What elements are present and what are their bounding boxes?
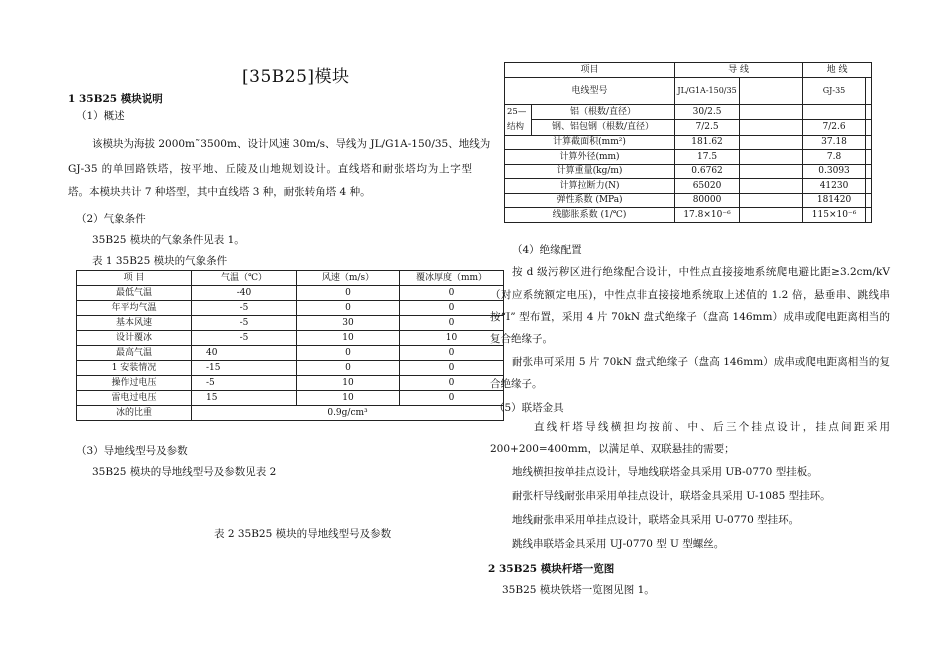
table-row (77, 361, 504, 376)
cell: 40 (192, 346, 297, 361)
model-label: 电线型号 (505, 77, 675, 104)
empty-cell (740, 135, 803, 150)
cell: 1 安装情况 (77, 361, 192, 376)
table-row (77, 391, 504, 406)
insulation-line-1: 按 d 级污秽区进行绝缘配合设计，中性点直接接地系统爬电避比距≥3.2cm/kV (512, 266, 890, 278)
table-row (77, 286, 504, 301)
empty-cell (866, 208, 872, 223)
table-row (505, 164, 872, 179)
subsection-weather-heading: （2）气象条件 (76, 213, 146, 225)
al-label: 铝（根数/直径） (532, 104, 675, 120)
empty-cell (866, 164, 872, 179)
cell: -5 (192, 301, 297, 316)
cell: -5 (192, 331, 297, 346)
empty-cell (803, 104, 866, 120)
param-ground: 7.8 (803, 150, 866, 165)
param-conductor: 17.5 (675, 150, 740, 165)
cell: 操作过电压 (77, 376, 192, 391)
empty-cell (866, 193, 872, 208)
insulation-line-4: 复合绝缘子。 (490, 333, 553, 345)
subsection-insulation-heading: （4）绝缘配置 (512, 244, 582, 256)
param-conductor: 181.62 (675, 135, 740, 150)
table-1-caption: 表 1 35B25 模块的气象条件 (92, 255, 228, 267)
empty-cell (740, 120, 803, 136)
page-title: [35B25]模块 (242, 67, 350, 87)
insulation-line-3: 按“I” 型布置，采用 4 片 70kN 盘式绝缘子（盘高 146mm）成串或爬电距离相当的 (490, 311, 890, 323)
table-1-header: 覆冰厚度（mm） (400, 271, 504, 286)
param-label: 计算拉断力(N) (505, 179, 675, 194)
cell: 年平均气温 (77, 301, 192, 316)
subsection-fittings-heading: （5）联塔金具 (494, 402, 564, 414)
cell: 10 (297, 331, 400, 346)
cell: 0 (400, 301, 504, 316)
param-ground: 181420 (803, 193, 866, 208)
table-row (77, 316, 504, 331)
table-row (505, 179, 872, 194)
cell: 最高气温 (77, 346, 192, 361)
cell: 0 (400, 346, 504, 361)
empty-cell (740, 193, 803, 208)
empty-cell (740, 104, 803, 120)
cell: 0 (297, 361, 400, 376)
param-ground: 115×10⁻⁶ (803, 208, 866, 223)
insulation-line-6: 合绝缘子。 (490, 378, 543, 390)
cell: 0 (400, 316, 504, 331)
cell: 0 (400, 391, 504, 406)
param-ground: 37.18 (803, 135, 866, 150)
steel-label: 钢、铝包钢（根数/直径） (532, 120, 675, 136)
cell: 10 (297, 376, 400, 391)
cell: 0 (400, 376, 504, 391)
empty-cell (866, 179, 872, 194)
cell: -5 (192, 316, 297, 331)
table-row (505, 193, 872, 208)
al-conductor: 30/2.5 (675, 104, 740, 120)
table-row (77, 406, 504, 421)
subsection-conductor-heading: （3）导地线型号及参数 (76, 445, 188, 457)
fittings-line-3: 地线横担按单挂点设计，导地线联塔金具采用 UB-0770 型挂板。 (512, 466, 818, 478)
table-row (505, 135, 872, 150)
table-row (505, 208, 872, 223)
model-ground: GJ-35 (803, 77, 866, 104)
param-conductor: 0.6762 (675, 164, 740, 179)
fittings-line-2: 200+200=400mm，以满足单、双联悬挂的需要； (490, 443, 735, 455)
param-label: 计算外径(mm) (505, 150, 675, 165)
fittings-line-6: 跳线串联塔金具采用 UJ-0770 型 U 型螺丝。 (512, 538, 725, 550)
section-2-heading: 2 35B25 模块杆塔一览图 (488, 563, 615, 575)
empty-cell (740, 164, 803, 179)
overview-line-3: 塔。本模块共计 7 种塔型，其中直线塔 3 种，耐张转角塔 4 种。 (68, 186, 371, 198)
cell: 0 (297, 346, 400, 361)
insulation-line-2: （对应系统额定电压)，中性点非直接接地系统取上述值的 1.2 倍，悬垂串、跳线串 (490, 289, 890, 301)
empty-cell (866, 104, 872, 120)
cell: 10 (400, 331, 504, 346)
param-conductor: 80000 (675, 193, 740, 208)
cell: 0 (400, 361, 504, 376)
ice-density-value: 0.9g/cm³ (192, 406, 504, 421)
param-conductor: 17.8×10⁻⁶ (675, 208, 740, 223)
param-ground: 41230 (803, 179, 866, 194)
param-label: 计算截面积(mm²) (505, 135, 675, 150)
param-label: 线膨胀系数 (1/℃) (505, 208, 675, 223)
cell: -40 (192, 286, 297, 301)
cell: -5 (192, 376, 297, 391)
param-ground: 0.3093 (803, 164, 866, 179)
ice-density-label: 冰的比重 (77, 406, 192, 421)
empty-cell (866, 150, 872, 165)
table-1-header: 气温（℃） (192, 271, 297, 286)
model-conductor: JL/G1A-150/35 (675, 77, 740, 104)
table-row (77, 346, 504, 361)
empty-cell (866, 135, 872, 150)
fittings-line-4: 耐张杆导线耐张串采用单挂点设计，联塔金具采用 U-1085 型挂环。 (512, 490, 831, 502)
cell: 最低气温 (77, 286, 192, 301)
weather-table (76, 270, 504, 421)
empty-cell (866, 120, 872, 136)
table-row (77, 376, 504, 391)
table-2-header-ground: 地 线 (803, 63, 872, 78)
empty-cell (740, 208, 803, 223)
cell: 0 (297, 301, 400, 316)
section-1-heading: 1 35B25 模块说明 (68, 93, 163, 105)
param-label: 计算重量(kg/m) (505, 164, 675, 179)
cell: 0 (297, 286, 400, 301)
cell: 设计覆冰 (77, 331, 192, 346)
weather-text: 35B25 模块的气象条件见表 1。 (92, 234, 245, 246)
cell: 10 (297, 391, 400, 406)
table-row (505, 150, 872, 165)
cell: 基本风速 (77, 316, 192, 331)
structure-label: 25—结构 (505, 104, 532, 135)
table-row (77, 301, 504, 316)
subsection-overview-heading: （1）概述 (76, 110, 125, 122)
param-conductor: 65020 (675, 179, 740, 194)
cell: 雷电过电压 (77, 391, 192, 406)
table-2-caption: 表 2 35B25 模块的导地线型号及参数 (214, 528, 392, 540)
steel-ground: 7/2.6 (803, 120, 866, 136)
insulation-line-5: 耐张串可采用 5 片 70kN 盘式绝缘子（盘高 146mm）成串或爬电距离相当的复 (512, 356, 890, 368)
cell: 0 (400, 286, 504, 301)
conductor-table (504, 62, 872, 223)
fittings-line-5: 地线耐张串采用单挂点设计，联塔金具采用 U-0770 型挂环。 (512, 514, 800, 526)
cell: 30 (297, 316, 400, 331)
section-2-text: 35B25 模块铁塔一览图见图 1。 (502, 584, 655, 596)
table-2-header-conductor: 导 线 (675, 63, 803, 78)
steel-conductor: 7/2.5 (675, 120, 740, 136)
overview-line-1: 该模块为海拔 2000m˜3500m、设计风速 30m/s、导线为 JL/G1A-150/35、地线为 (92, 138, 491, 150)
empty-cell (740, 150, 803, 165)
empty-cell (740, 179, 803, 194)
conductor-text: 35B25 模块的导地线型号及参数见表 2 (92, 466, 277, 478)
empty-cell (866, 77, 872, 104)
table-2-header-item: 项目 (505, 63, 675, 78)
cell: -15 (192, 361, 297, 376)
table-row (77, 331, 504, 346)
cell: 15 (192, 391, 297, 406)
table-1-header: 项 目 (77, 271, 192, 286)
fittings-line-1: 直线杆塔导线横担均按前、中、后三个挂点设计，挂点间距采用 (534, 421, 890, 433)
table-1-header: 风速（m/s） (297, 271, 400, 286)
overview-line-2: GJ-35 的单回路铁塔，按平地、丘陵及山地规划设计。直线塔和耐张塔均为上字型 (68, 163, 472, 175)
empty-cell (740, 77, 803, 104)
param-label: 弹性系数 (MPa) (505, 193, 675, 208)
